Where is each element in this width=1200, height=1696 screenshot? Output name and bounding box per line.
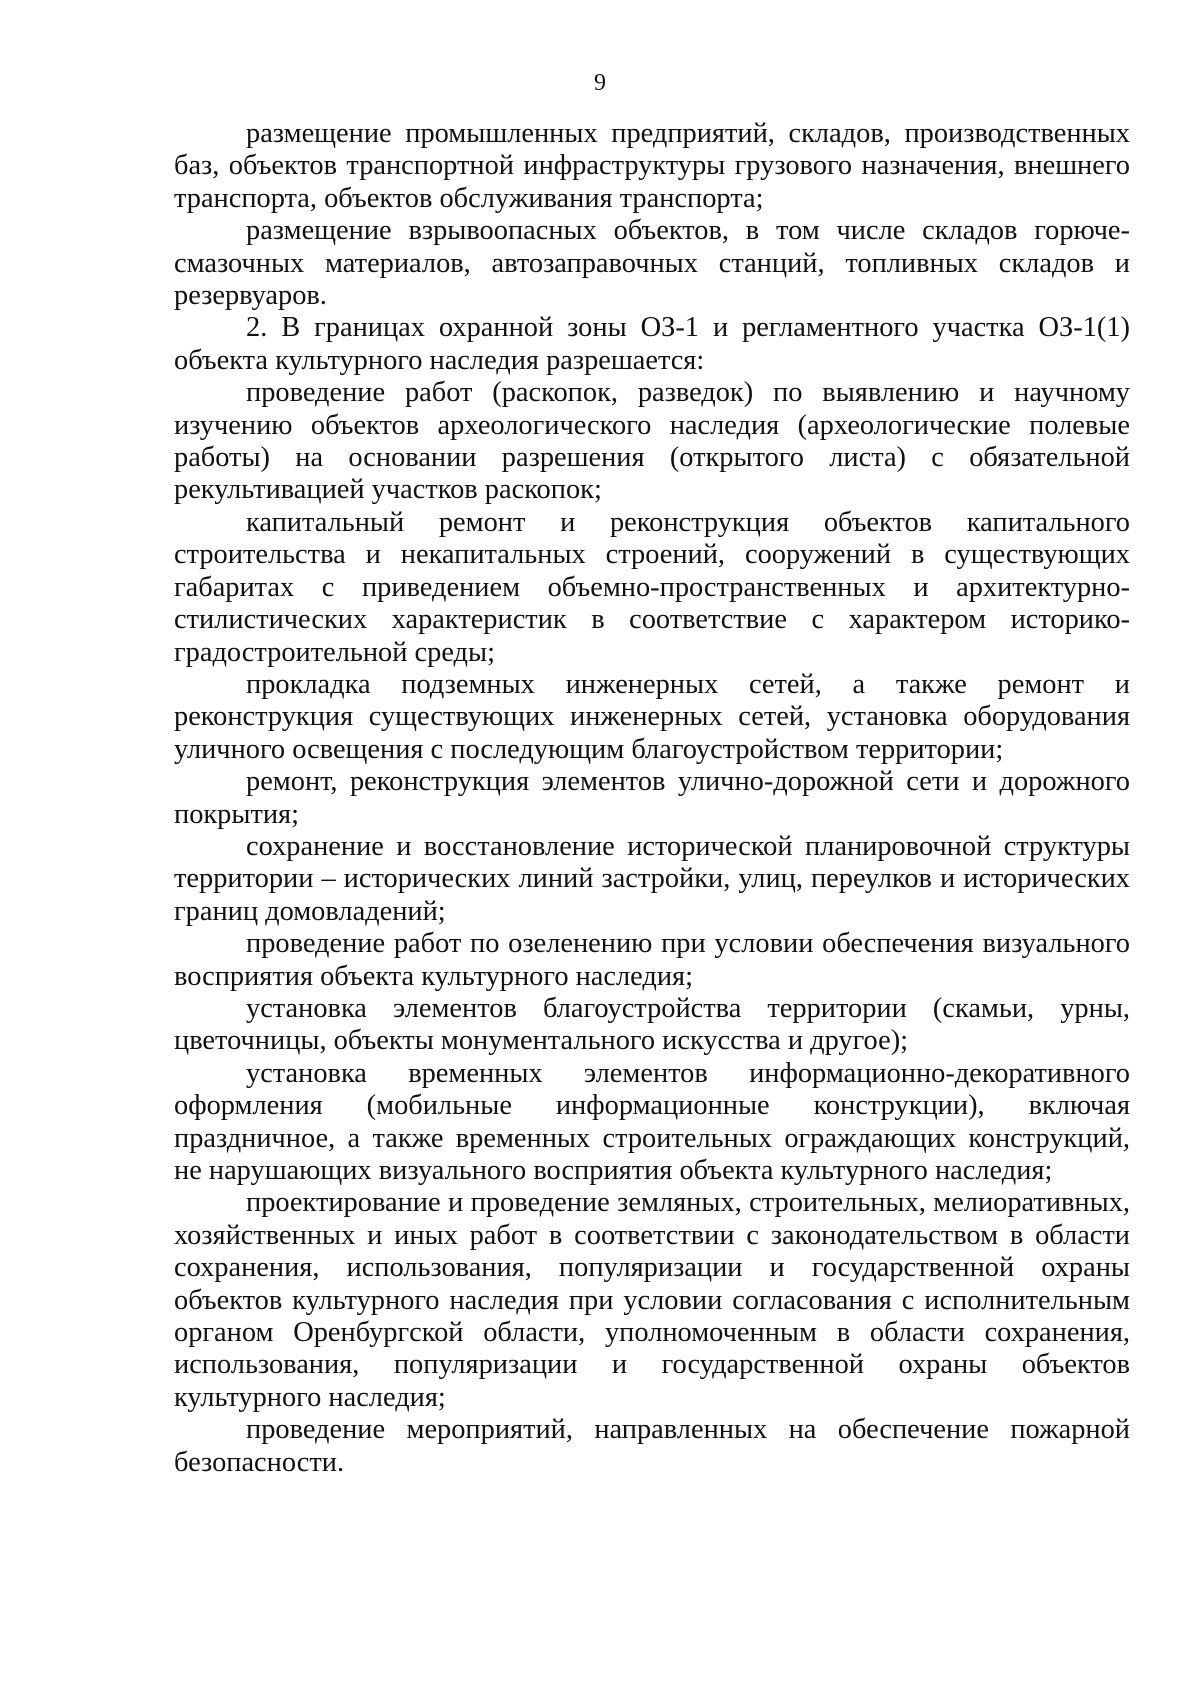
- paragraph: проектирование и проведение земляных, строительных, мелиоративных, хозяйственных и иных работ в соответствии с законодательством в области сохранения, использования, популяризации и государственной охраны объектов культурного наследия при условии согласования с исполнительным органом Оренбургской области, уполномоченным в области сохранения, использования, популяризации и государственной охраны объектов культурного наследия;: [174, 1187, 1130, 1413]
- paragraph: установка элементов благоустройства территории (скамьи, урны, цветочницы, объекты монументального искусства и другое);: [174, 992, 1130, 1057]
- paragraph: проведение работ по озеленению при условии обеспечения визуального восприятия объекта культурного наследия;: [174, 928, 1130, 992]
- paragraph: капитальный ремонт и реконструкция объектов капитального строительства и некапитальных строений, сооружений в существующих габаритах с приведением объемно-пространственных и архитектурно-стилистических характеристик в соответствие с характером историко-градостроительной среды;: [174, 506, 1130, 668]
- paragraph: проведение работ (раскопок, разведок) по выявлению и научному изучению объектов археологического наследия (археологические полевые работы) на основании разрешения (открытого листа) с обязательной рекультивацией участков раскопок;: [174, 377, 1130, 506]
- numbered-paragraph: 2. В границах охранной зоны ОЗ-1 и регламентного участка ОЗ-1(1) объекта культурного наследия разрешается:: [174, 312, 1130, 376]
- paragraph: прокладка подземных инженерных сетей, а также ремонт и реконструкция существующих инженерных сетей, установка оборудования уличного освещения с последующим благоустройством территории;: [174, 668, 1130, 765]
- paragraph: проведение мероприятий, направленных на обеспечение пожарной безопасности.: [174, 1414, 1130, 1478]
- document-body: [174, 118, 1130, 1479]
- page-number: 9: [594, 70, 606, 96]
- paragraph: сохранение и восстановление исторической планировочной структуры территории – исторических линий застройки, улиц, переулков и исторических границ домовладений;: [174, 830, 1130, 927]
- paragraph: размещение взрывоопасных объектов, в том числе складов горюче-смазочных материалов, автозаправочных станций, топливных складов и резервуаров.: [174, 215, 1130, 312]
- paragraph: размещение промышленных предприятий, складов, производственных баз, объектов транспортной инфраструктуры грузового назначения, внешнего транспорта, объектов обслуживания транспорта;: [174, 118, 1130, 214]
- paragraph: установка временных элементов информационно-декоративного оформления (мобильные информационные конструкции), включая праздничное, а также временных строительных ограждающих конструкций, не нарушающих визуального восприятия объекта культурного наследия;: [174, 1057, 1130, 1186]
- paragraph: ремонт, реконструкция элементов улично-дорожной сети и дорожного покрытия;: [174, 766, 1130, 830]
